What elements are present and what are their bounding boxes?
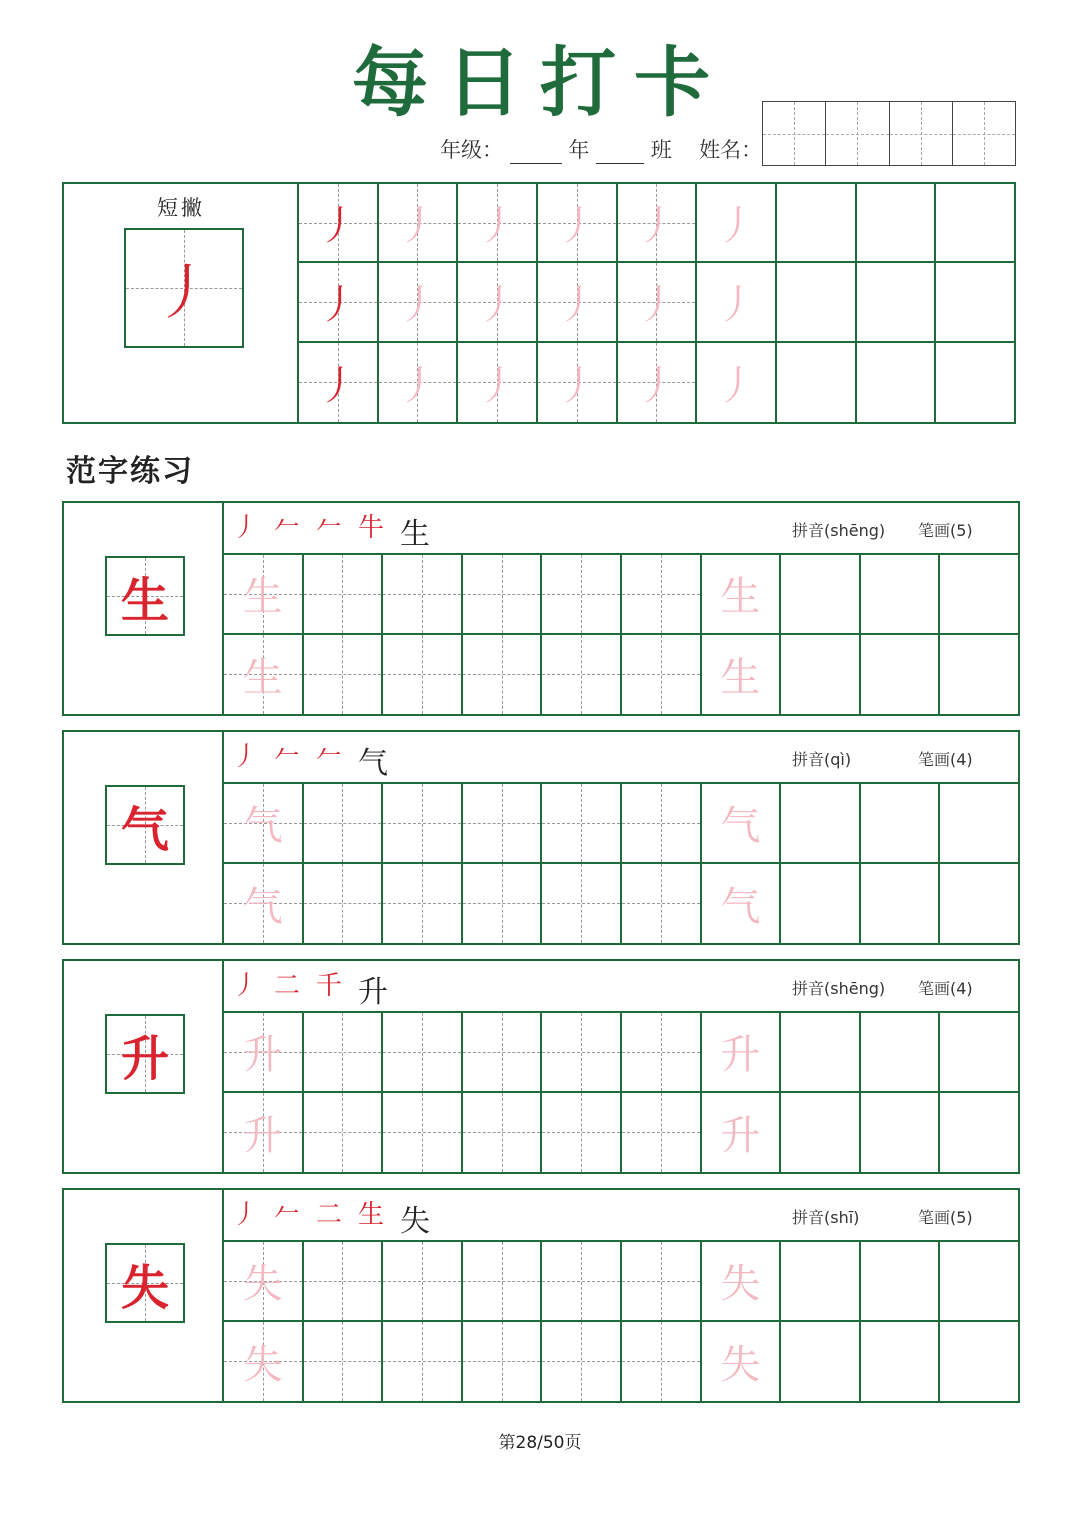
trace-char: 失	[720, 1341, 761, 1388]
pinyin-label: 拼音(qì)	[792, 750, 852, 769]
stroke-order-step: 𠂉	[316, 742, 343, 772]
stroke-cell[interactable]	[538, 343, 618, 422]
practice-cell[interactable]	[781, 555, 861, 635]
stroke-order-step: 牛	[358, 513, 385, 543]
practice-cell[interactable]	[383, 635, 463, 715]
pinyin-label: 拼音(shī)	[792, 1208, 860, 1227]
practice-cell[interactable]	[861, 864, 941, 944]
practice-cell[interactable]	[304, 635, 384, 715]
stroke-name: 短撇	[157, 196, 205, 220]
stroke-trace-glyph: 丿	[556, 203, 597, 250]
practice-cell[interactable]	[781, 1242, 861, 1322]
stroke-cell[interactable]	[777, 184, 857, 263]
stroke-trace-glyph: 丿	[397, 362, 438, 409]
practice-cell[interactable]	[861, 1093, 941, 1173]
practice-cell[interactable]	[463, 635, 543, 715]
stroke-trace-glyph: 丿	[477, 203, 518, 250]
stroke-order-row	[224, 1190, 1020, 1242]
practice-cell[interactable]	[861, 784, 941, 864]
practice-cell[interactable]	[304, 1242, 384, 1322]
stroke-grid	[297, 184, 1016, 422]
name-field[interactable]	[762, 101, 1016, 166]
grade-field[interactable]	[510, 145, 562, 164]
stroke-cell[interactable]	[857, 263, 937, 342]
practice-cell[interactable]	[622, 864, 702, 944]
practice-cell[interactable]	[463, 1093, 543, 1173]
practice-cell[interactable]	[224, 635, 304, 715]
practice-cell[interactable]	[622, 1242, 702, 1322]
practice-cell[interactable]	[463, 555, 543, 635]
stroke-cell[interactable]	[458, 263, 538, 342]
practice-cell[interactable]	[224, 555, 304, 635]
stroke-order-step: 生	[358, 1200, 385, 1230]
stroke-cell[interactable]	[857, 343, 937, 422]
practice-cell[interactable]	[304, 1322, 384, 1402]
practice-block-3	[62, 959, 1020, 1174]
practice-cell[interactable]	[383, 1093, 463, 1173]
practice-cell[interactable]	[542, 1322, 622, 1402]
practice-cell[interactable]	[622, 635, 702, 715]
practice-cell[interactable]	[542, 1093, 622, 1173]
practice-cell[interactable]	[542, 1013, 622, 1093]
stroke-order-step: 丿	[232, 513, 259, 543]
class-field[interactable]	[596, 145, 644, 164]
stroke-cell[interactable]	[697, 263, 777, 342]
stroke-cell[interactable]	[697, 343, 777, 422]
stroke-trace-glyph: 丿	[477, 282, 518, 329]
practice-cell[interactable]	[463, 1013, 543, 1093]
practice-cell[interactable]	[622, 555, 702, 635]
practice-cell[interactable]	[702, 784, 782, 864]
practice-cell[interactable]	[463, 1242, 543, 1322]
practice-cell[interactable]	[781, 864, 861, 944]
stroke-order-step: 𠂉	[274, 513, 301, 543]
name-cell[interactable]	[890, 102, 953, 165]
stroke-count-label: 笔画(4)	[918, 750, 973, 769]
stroke-trace-glyph: 丿	[317, 282, 358, 329]
practice-cell[interactable]	[542, 635, 622, 715]
practice-cell[interactable]	[781, 1013, 861, 1093]
stroke-cell[interactable]	[299, 184, 379, 263]
stroke-order-step: 𠂉	[316, 513, 343, 543]
practice-cell[interactable]	[224, 864, 304, 944]
practice-cell[interactable]	[702, 1322, 782, 1402]
trace-char: 升	[720, 1112, 761, 1159]
practice-cell[interactable]	[463, 784, 543, 864]
stroke-trace-glyph: 丿	[556, 362, 597, 409]
trace-char: 失	[242, 1341, 283, 1388]
practice-cell[interactable]	[383, 555, 463, 635]
stroke-cell[interactable]	[618, 184, 698, 263]
practice-cell[interactable]	[542, 555, 622, 635]
stroke-cell[interactable]	[936, 184, 1016, 263]
practice-cell[interactable]	[861, 1013, 941, 1093]
trace-char: 气	[720, 883, 761, 930]
stroke-trace-glyph: 丿	[397, 282, 438, 329]
stroke-order-row	[224, 503, 1020, 555]
practice-cell[interactable]	[622, 1093, 702, 1173]
practice-cell[interactable]	[702, 555, 782, 635]
stroke-cell[interactable]	[458, 184, 538, 263]
practice-cell[interactable]	[702, 1242, 782, 1322]
practice-cell[interactable]	[383, 864, 463, 944]
model-char: 失	[120, 1259, 169, 1316]
stroke-cell[interactable]	[777, 343, 857, 422]
practice-cell[interactable]	[940, 635, 1020, 715]
practice-cell[interactable]	[940, 1013, 1020, 1093]
practice-cell[interactable]	[463, 864, 543, 944]
practice-block-4	[62, 1188, 1020, 1403]
stroke-practice-block	[62, 182, 1016, 424]
stroke-cell[interactable]	[538, 184, 618, 263]
stroke-trace-glyph: 丿	[636, 362, 677, 409]
stroke-order-step: 二	[316, 1200, 343, 1230]
stroke-cell[interactable]	[777, 263, 857, 342]
section-heading: 范字练习	[66, 454, 194, 489]
student-info	[440, 134, 762, 164]
model-char-box	[105, 785, 185, 865]
practice-cell[interactable]	[861, 1322, 941, 1402]
stroke-cell[interactable]	[379, 343, 459, 422]
practice-cell[interactable]	[383, 784, 463, 864]
class-label: 班	[650, 138, 672, 162]
practice-cell[interactable]	[781, 784, 861, 864]
stroke-order-row	[224, 732, 1020, 784]
practice-cell[interactable]	[940, 1093, 1020, 1173]
practice-cell[interactable]	[224, 1093, 304, 1173]
practice-cell[interactable]	[861, 1242, 941, 1322]
practice-cell[interactable]	[940, 555, 1020, 635]
trace-char: 升	[720, 1032, 761, 1079]
stroke-cell[interactable]	[618, 263, 698, 342]
stroke-trace-glyph: 丿	[477, 362, 518, 409]
stroke-cell[interactable]	[379, 263, 459, 342]
page-number: 第28/50页	[498, 1433, 582, 1453]
trace-char: 失	[720, 1261, 761, 1308]
trace-char: 气	[720, 803, 761, 850]
practice-cell[interactable]	[702, 1093, 782, 1173]
practice-block-2	[62, 730, 1020, 945]
pinyin-label: 拼音(shēng)	[792, 979, 886, 998]
stroke-order-step: 丿	[232, 1200, 259, 1230]
stroke-trace-glyph: 丿	[556, 282, 597, 329]
practice-cell[interactable]	[861, 555, 941, 635]
practice-cell[interactable]	[224, 1322, 304, 1402]
page-title: 每日打卡	[352, 38, 728, 127]
trace-char: 生	[720, 654, 761, 701]
stroke-trace-glyph: 丿	[317, 203, 358, 250]
stroke-order-step: 丿	[232, 742, 259, 772]
practice-cell[interactable]	[304, 784, 384, 864]
stroke-order-step: 失	[400, 1204, 430, 1239]
stroke-order-step: 生	[400, 517, 430, 552]
practice-cell[interactable]	[940, 864, 1020, 944]
trace-char: 生	[720, 574, 761, 621]
practice-cell[interactable]	[622, 1013, 702, 1093]
stroke-trace-glyph: 丿	[716, 282, 757, 329]
practice-cell[interactable]	[940, 1242, 1020, 1322]
stroke-cell[interactable]	[936, 343, 1016, 422]
stroke-cell[interactable]	[697, 184, 777, 263]
trace-char: 升	[242, 1112, 283, 1159]
stroke-cell[interactable]	[299, 343, 379, 422]
trace-char: 生	[242, 654, 283, 701]
stroke-cell[interactable]	[379, 184, 459, 263]
stroke-cell[interactable]	[458, 343, 538, 422]
model-char-box	[105, 556, 185, 636]
practice-cell[interactable]	[463, 1322, 543, 1402]
practice-cell[interactable]	[781, 1322, 861, 1402]
pinyin-label: 拼音(shēng)	[792, 521, 886, 540]
stroke-model-box	[124, 228, 244, 348]
stroke-order-step: 二	[274, 971, 301, 1001]
stroke-cell[interactable]	[538, 263, 618, 342]
stroke-count-label: 笔画(5)	[918, 521, 973, 540]
practice-cell[interactable]	[383, 1242, 463, 1322]
practice-cell[interactable]	[702, 635, 782, 715]
name-cell[interactable]	[953, 102, 1015, 165]
stroke-order-step: 升	[358, 975, 388, 1010]
year-label: 年	[568, 138, 590, 162]
name-cell[interactable]	[826, 102, 889, 165]
stroke-trace-glyph: 丿	[317, 362, 358, 409]
practice-cell[interactable]	[542, 1242, 622, 1322]
practice-cell[interactable]	[861, 635, 941, 715]
model-char-box	[105, 1014, 185, 1094]
practice-cell[interactable]	[304, 555, 384, 635]
model-char-box	[105, 1243, 185, 1323]
practice-cell[interactable]	[304, 864, 384, 944]
stroke-order-step: 千	[316, 971, 343, 1001]
practice-cell[interactable]	[224, 1242, 304, 1322]
practice-cell[interactable]	[781, 1093, 861, 1173]
practice-cell[interactable]	[781, 635, 861, 715]
trace-char: 升	[242, 1032, 283, 1079]
stroke-cell[interactable]	[936, 263, 1016, 342]
trace-char: 气	[242, 803, 283, 850]
stroke-cell[interactable]	[857, 184, 937, 263]
stroke-cell[interactable]	[618, 343, 698, 422]
practice-cell[interactable]	[304, 1093, 384, 1173]
practice-block-1	[62, 501, 1020, 716]
practice-cell[interactable]	[622, 1322, 702, 1402]
model-char: 气	[120, 801, 169, 858]
stroke-trace-glyph: 丿	[716, 203, 757, 250]
practice-cell[interactable]	[702, 1013, 782, 1093]
name-label: 姓名：	[699, 138, 763, 162]
name-cell[interactable]	[763, 102, 826, 165]
practice-cell[interactable]	[622, 784, 702, 864]
grade-label: 年级：	[440, 138, 503, 162]
trace-char: 生	[242, 574, 283, 621]
practice-cell[interactable]	[383, 1322, 463, 1402]
stroke-order-row	[224, 961, 1020, 1013]
stroke-order-step: 𠂉	[274, 1200, 301, 1230]
stroke-cell[interactable]	[299, 263, 379, 342]
practice-cell[interactable]	[224, 1013, 304, 1093]
model-char: 生	[120, 572, 169, 629]
stroke-count-label: 笔画(4)	[918, 979, 973, 998]
practice-cell[interactable]	[940, 1322, 1020, 1402]
model-char: 升	[120, 1030, 169, 1087]
stroke-order-step: 气	[358, 746, 388, 781]
stroke-trace-glyph: 丿	[636, 203, 677, 250]
practice-cell[interactable]	[542, 784, 622, 864]
stroke-order-step: 𠂉	[274, 742, 301, 772]
practice-cell[interactable]	[304, 1013, 384, 1093]
stroke-model-glyph: 丿	[154, 258, 214, 328]
practice-cell[interactable]	[224, 784, 304, 864]
stroke-trace-glyph: 丿	[716, 362, 757, 409]
stroke-trace-glyph: 丿	[636, 282, 677, 329]
stroke-order-step: 丿	[232, 971, 259, 1001]
stroke-trace-glyph: 丿	[397, 203, 438, 250]
practice-cell[interactable]	[702, 864, 782, 944]
trace-char: 气	[242, 883, 283, 930]
stroke-count-label: 笔画(5)	[918, 1208, 973, 1227]
practice-cell[interactable]	[940, 784, 1020, 864]
practice-cell[interactable]	[542, 864, 622, 944]
practice-cell[interactable]	[383, 1013, 463, 1093]
trace-char: 失	[242, 1261, 283, 1308]
